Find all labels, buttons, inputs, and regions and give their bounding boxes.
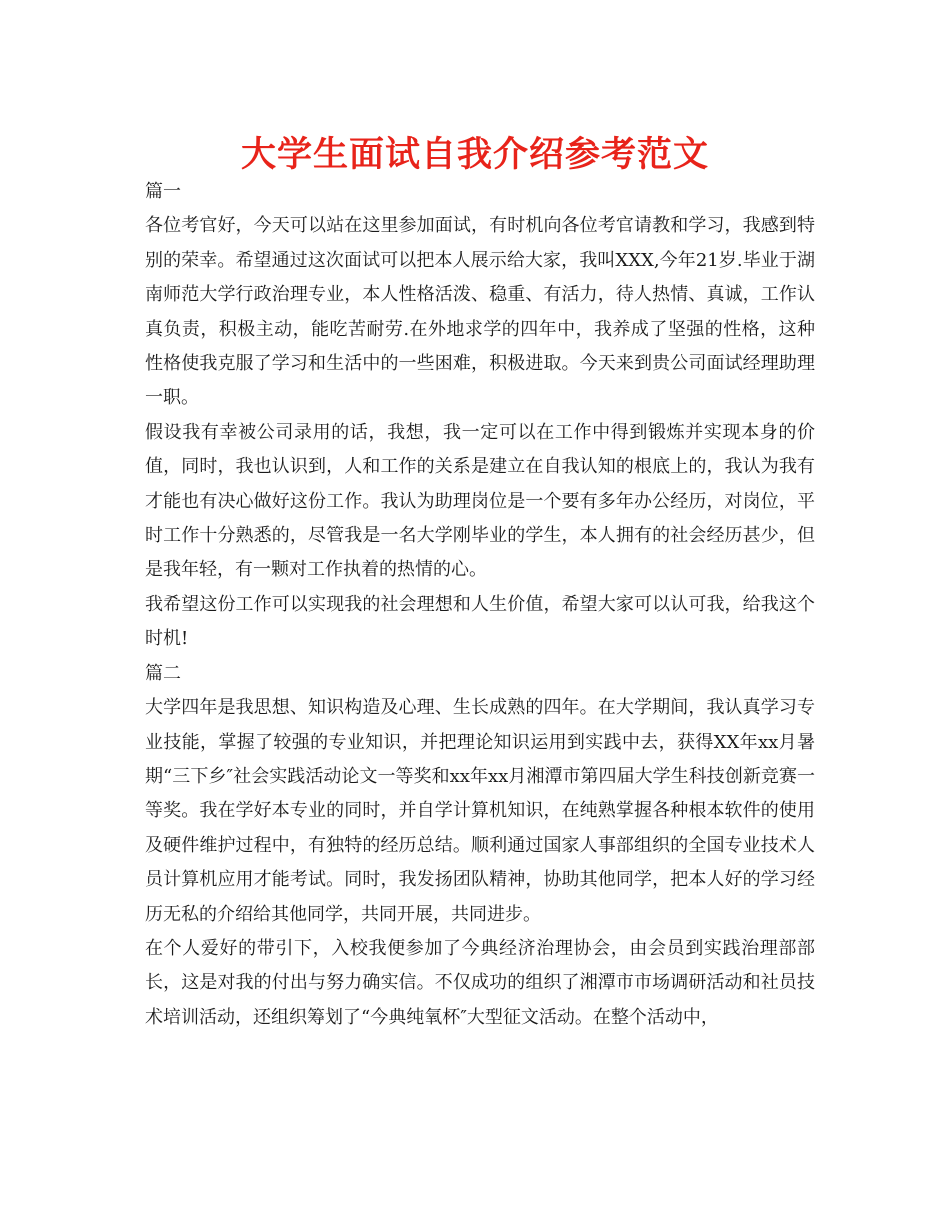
section-1-paragraph-3: 我希望这份工作可以实现我的社会理想和人生价值，希望大家可以认可我，给我这个时机! xyxy=(145,593,815,650)
section-1-paragraph-1: 各位考官好，今天可以站在这里参加面试，有时机向各位考官请教和学习，我感到特别的荣幸。希望通过这次面试可以把本人展示给大家，我叫XXX,今年21岁.毕业于湖南师范大学行政治理专业，本人性格活泼、稳重、有活力，待人热情、真诚，工作认真负责，积极主动，能吃苦耐劳.在外地求学的四年中，我养成了坚强的性格，这种性格使我克服了学习和生活中的一些困难，积极进取。今天来到贵公司面试经理助理一职。 xyxy=(145,215,815,409)
document-body xyxy=(145,175,815,1035)
section-2-paragraph-1: 大学四年是我思想、知识构造及心理、生长成熟的四年。在大学期间，我认真学习专业技能，掌握了较强的专业知识，并把理论知识运用到实践中去，获得XX年xx月暑期“三下乡″社会实践活动论文一等奖和xx年xx月湘潭市第四届大学生科技创新竞赛一等奖。我在学好本专业的同时，并自学计算机知识，在纯熟掌握各种根本软件的使用及硬件维护过程中，有独特的经历总结。顺利通过国家人事部组织的全国专业技术人员计算机应用才能考试。同时，我发扬团队精神，协助其他同学，把本人好的学习经历无私的介绍给其他同学，共同开展，共同进步。 xyxy=(145,697,815,925)
section-heading-1: 篇一 xyxy=(145,181,181,202)
document-title: 大学生面试自我介绍参考范文 xyxy=(240,135,709,175)
section-2-paragraph-2: 在个人爱好的带引下，入校我便参加了今典经济治理协会，由会员到实践治理部部长，这是对我的付出与努力确实信。不仅成功的组织了湘潭市市场调研活动和社员技术培训活动，还组织筹划了“今典纯氧杯″大型征文活动。在整个活动中， xyxy=(145,937,815,1028)
section-1-paragraph-2: 假设我有幸被公司录用的话，我想，我一定可以在工作中得到锻炼并实现本身的价值，同时，我也认识到，人和工作的关系是建立在自我认知的根底上的，我认为我有才能也有决心做好这份工作。我认为助理岗位是一个要有多年办公经历，对岗位，平时工作十分熟悉的，尽管我是一名大学刚毕业的学生，本人拥有的社会经历甚少，但是我年轻，有一颗对工作执着的热情的心。 xyxy=(145,421,815,581)
section-heading-2: 篇二 xyxy=(145,662,181,684)
